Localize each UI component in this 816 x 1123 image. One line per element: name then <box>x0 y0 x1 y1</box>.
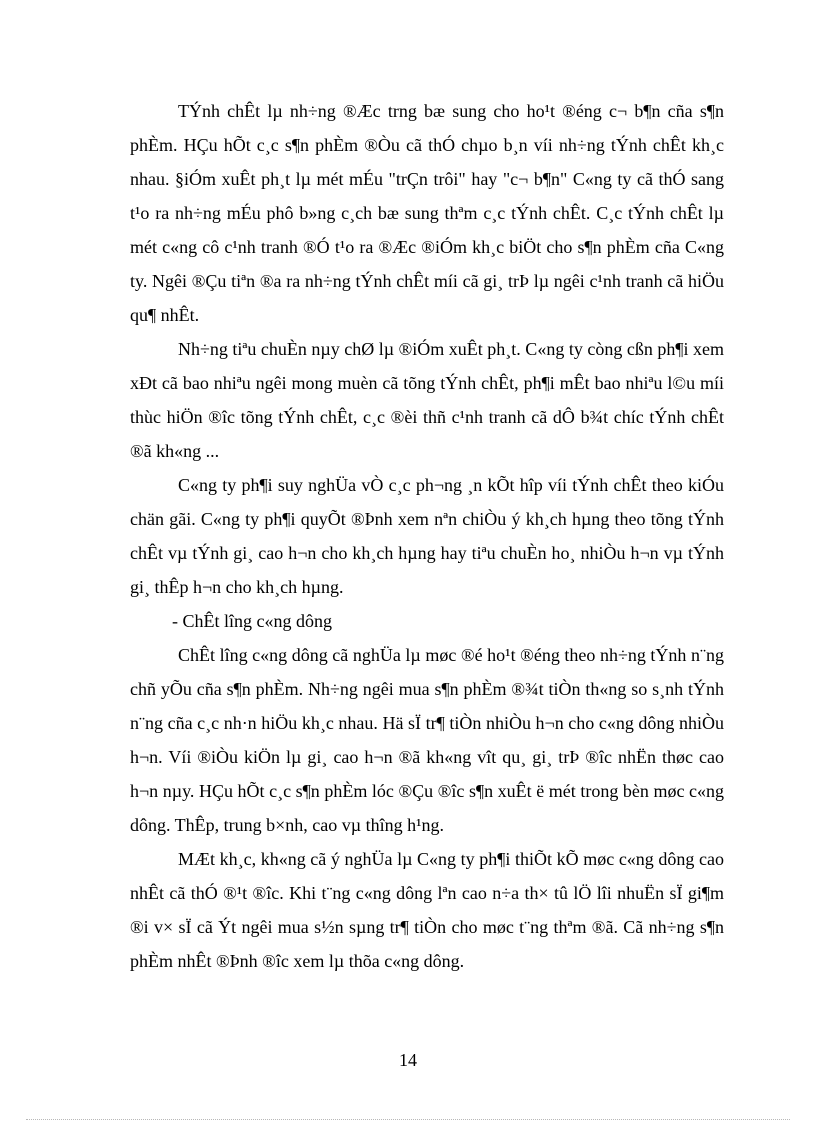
paragraph: Nh÷ng tiªu chuÈn nµy chØ lµ ®iÓm xuÊt ph¸t. C«ng ty còng cßn ph¶i xem xÐt cã bao nhiªu ngêi mong muèn cã tõng tÝnh chÊt, ph¶i mÊt bao nhiªu l©u míi thùc hiÖn ®îc tõng tÝnh chÊt, c¸c ®èi thñ c¹nh tranh cã dÔ b¾t chíc tÝnh chÊt ®ã kh«ng ... <box>130 339 724 461</box>
paragraph: TÝnh chÊt lµ nh÷ng ®Æc trng bæ sung cho ho¹t ®éng c¬ b¶n cña s¶n phÈm. HÇu hÕt c¸c s¶n phÈm ®Òu cã thÓ chµo b¸n víi nh÷ng tÝnh chÊt kh¸c nhau. §iÓm xuÊt ph¸t lµ mét mÉu "trÇn trôi" hay "c¬ b¶n" C«ng ty cã thÓ sang t¹o ra nh÷ng mÉu phô b»ng c¸ch bæ sung thªm c¸c tÝnh chÊt. C¸c tÝnh chÊt lµ mét c«ng cô c¹nh tranh ®Ó t¹o ra ®Æc ®iÓm kh¸c biÖt cho s¶n phÈm cña C«ng ty. Ngêi ®Çu tiªn ®a ra nh÷ng tÝnh chÊt míi cã gi¸ trÞ lµ ngêi c¹nh tranh cã hiÖu qu¶ nhÊt. <box>130 101 724 325</box>
page-number: 14 <box>399 1050 417 1070</box>
body-text <box>130 94 724 978</box>
paragraph: ChÊt lîng c«ng dông cã nghÜa lµ møc ®é ho¹t ®éng theo nh÷ng tÝnh n¨ng chñ yÕu cña s¶n phÈm. Nh÷ng ngêi mua s¶n phÈm ®¾t tiÒn th«ng so s¸nh tÝnh n¨ng cña c¸c nh·n hiÖu kh¸c nhau. Hä sÏ tr¶ tiÒn nhiÒu h¬n cho c«ng dông nhiÒu h¬n. Víi ®iÒu kiÖn lµ gi¸ cao h¬n ®ã kh«ng vît qu¸ gi¸ trÞ ®îc nhËn thøc cao h¬n nµy. HÇu hÕt c¸c s¶n phÈm lóc ®Çu ®îc s¶n xuÊt ë mét trong bèn møc c«ng dông. ThÊp, trung b×nh, cao vµ thîng h¹ng. <box>130 645 724 835</box>
paragraph: MÆt kh¸c, kh«ng cã ý nghÜa lµ C«ng ty ph¶i thiÕt kÕ møc c«ng dông cao nhÊt cã thÓ ®¹t ®îc. Khi t¨ng c«ng dông lªn cao n÷a th× tû lÖ lîi nhuËn sÏ gi¶m ®i v× sÏ cã Ýt ngêi mua s½n sµng tr¶ tiÒn cho møc t¨ng thªm ®ã. Cã nh÷ng s¶n phÈm nhÊt ®Þnh ®îc xem lµ thõa c«ng dông. <box>130 849 724 971</box>
section-heading: - ChÊt lîng c«ng dông <box>172 611 332 631</box>
paragraph: C«ng ty ph¶i suy nghÜa vÒ c¸c ph¬ng ¸n kÕt hîp víi tÝnh chÊt theo kiÓu chän gãi. C«ng ty ph¶i quyÕt ®Þnh xem nªn chiÒu ý kh¸ch hµng theo tõng tÝnh chÊt vµ tÝnh gi¸ cao h¬n cho kh¸ch hµng hay tiªu chuÈn ho¸ nhiÒu h¬n vµ tÝnh gi¸ thÊp h¬n cho kh¸ch hµng. <box>130 475 724 597</box>
page-bottom-divider <box>26 1119 790 1120</box>
